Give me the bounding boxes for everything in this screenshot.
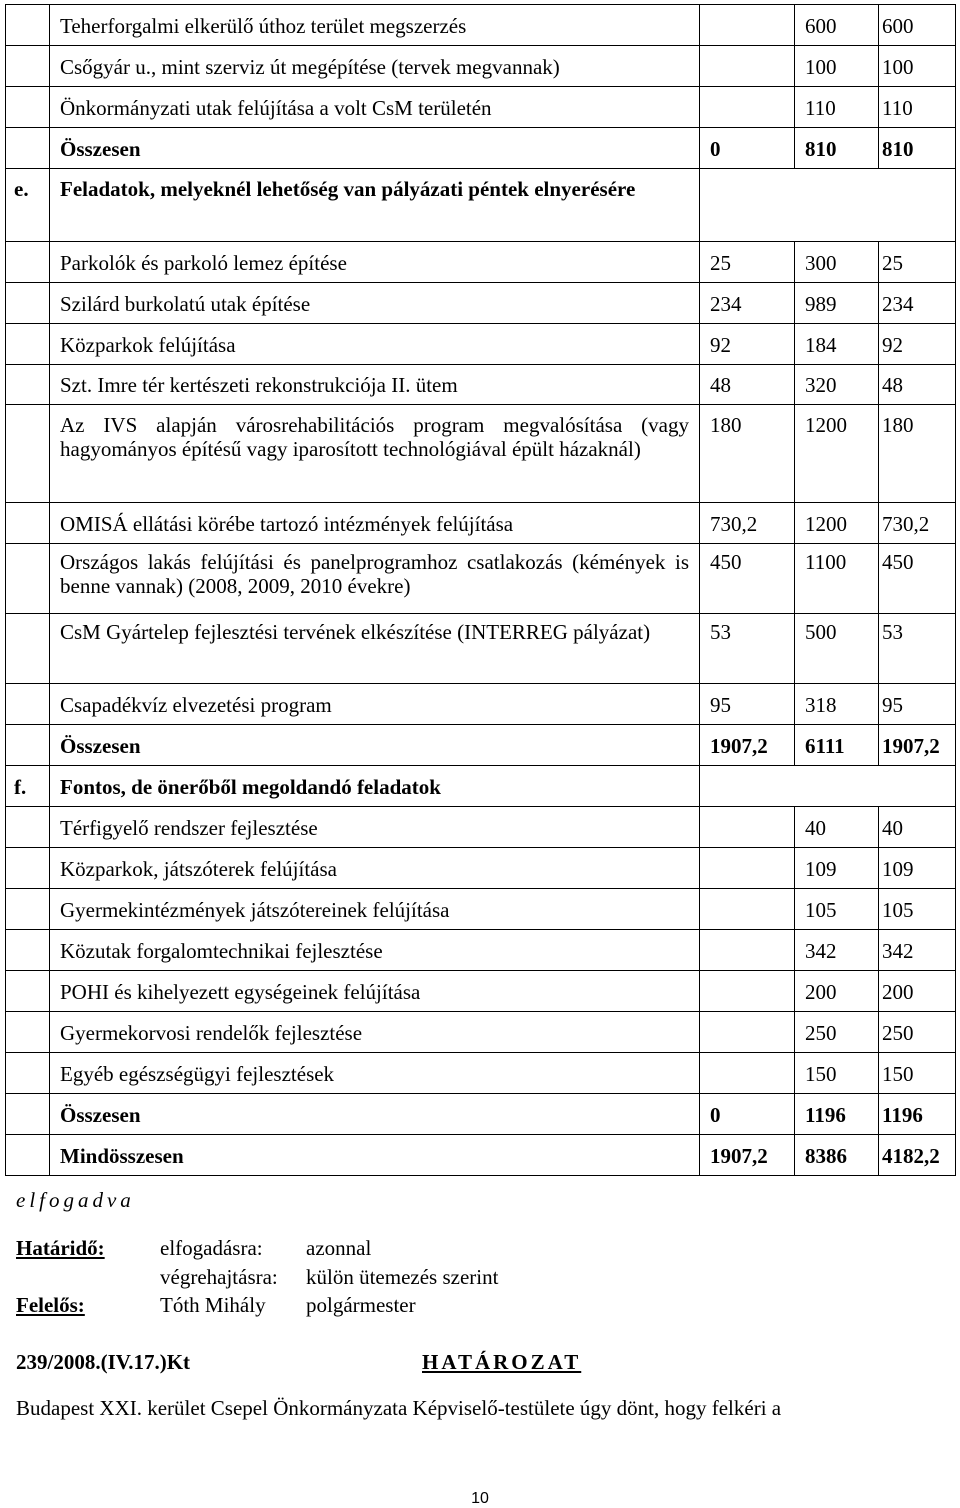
row-letter xyxy=(6,889,50,930)
row-letter xyxy=(6,87,50,128)
row-desc: Parkolók és parkoló lemez építése xyxy=(50,242,700,283)
table-row xyxy=(6,242,956,283)
row-value-1 xyxy=(700,971,795,1012)
grand-total-label: Mindösszesen xyxy=(50,1135,700,1176)
row-letter xyxy=(6,283,50,324)
row-desc: Országos lakás felújítási és panelprogramhoz csatlakozás (kémények is benne vannak) (2008, 2009, 2010 évekre) xyxy=(50,544,700,614)
total-label: Összesen xyxy=(50,128,700,169)
total-label: Összesen xyxy=(50,1094,700,1135)
total-value-3: 1907,2 xyxy=(879,725,956,766)
row-letter xyxy=(6,971,50,1012)
row-desc: Gyermekintézmények játszótereinek felújítása xyxy=(50,889,700,930)
row-letter xyxy=(6,1012,50,1053)
row-value-1: 95 xyxy=(700,684,795,725)
row-value-1: 53 xyxy=(700,614,795,684)
total-row xyxy=(6,128,956,169)
row-value-2: 184 xyxy=(795,324,879,365)
row-value-3: 180 xyxy=(879,405,956,503)
deadline-acceptance-value: azonnal xyxy=(306,1236,372,1260)
page-number: 10 xyxy=(471,1490,489,1507)
row-desc: Csapadékvíz elvezetési program xyxy=(50,684,700,725)
row-letter xyxy=(6,725,50,766)
row-desc: CsM Gyártelep fejlesztési tervének elkészítése (INTERREG pályázat) xyxy=(50,614,700,684)
row-desc: Egyéb egészségügyi fejlesztések xyxy=(50,1053,700,1094)
row-value-1: 730,2 xyxy=(700,503,795,544)
row-value-3: 150 xyxy=(879,1053,956,1094)
resolution-text: Budapest XXI. kerület Csepel Önkormányzata Képviselő-testülete úgy dönt, hogy felkéri a xyxy=(16,1396,782,1420)
table-row xyxy=(6,405,956,503)
row-desc: OMISÁ ellátási körébe tartozó intézmények felújítása xyxy=(50,503,700,544)
row-value-2: 320 xyxy=(795,365,879,405)
row-letter xyxy=(6,1135,50,1176)
table-row xyxy=(6,807,956,848)
table-row xyxy=(6,971,956,1012)
total-value-2: 1196 xyxy=(795,1094,879,1135)
total-value-1: 1907,2 xyxy=(700,725,795,766)
row-value-1: 92 xyxy=(700,324,795,365)
total-value-1: 0 xyxy=(700,128,795,169)
row-value-1: 450 xyxy=(700,544,795,614)
row-value-2: 100 xyxy=(795,46,879,87)
row-value-3: 730,2 xyxy=(879,503,956,544)
row-desc: Közutak forgalomtechnikai fejlesztése xyxy=(50,930,700,971)
row-value-1: 234 xyxy=(700,283,795,324)
row-letter xyxy=(6,848,50,889)
table-row xyxy=(6,324,956,365)
section-letter: e. xyxy=(6,169,50,242)
total-row xyxy=(6,1094,956,1135)
responsible-role: polgármester xyxy=(306,1293,416,1317)
table-row xyxy=(6,684,956,725)
row-value-1 xyxy=(700,1012,795,1053)
row-value-2: 1200 xyxy=(795,405,879,503)
resolution-number: 239/2008.(IV.17.)Kt xyxy=(16,1350,191,1374)
row-value-1 xyxy=(700,46,795,87)
row-letter xyxy=(6,930,50,971)
row-value-2: 200 xyxy=(795,971,879,1012)
section-empty-cell xyxy=(700,169,956,242)
row-letter xyxy=(6,1094,50,1135)
row-desc: Szt. Imre tér kertészeti rekonstrukciója II. ütem xyxy=(50,365,700,405)
total-value-2: 6111 xyxy=(795,725,879,766)
row-value-2: 105 xyxy=(795,889,879,930)
section-empty-cell xyxy=(700,766,956,807)
table-row xyxy=(6,930,956,971)
row-value-3: 95 xyxy=(879,684,956,725)
deadline-execution-value: külön ütemezés szerint xyxy=(306,1265,499,1289)
row-letter xyxy=(6,365,50,405)
row-value-1: 48 xyxy=(700,365,795,405)
row-value-1 xyxy=(700,5,795,46)
table-row xyxy=(6,87,956,128)
row-value-3: 105 xyxy=(879,889,956,930)
row-value-3: 25 xyxy=(879,242,956,283)
total-value-2: 810 xyxy=(795,128,879,169)
row-value-2: 150 xyxy=(795,1053,879,1094)
section-header xyxy=(6,766,956,807)
section-header xyxy=(6,169,956,242)
row-value-2: 300 xyxy=(795,242,879,283)
row-value-2: 1200 xyxy=(795,503,879,544)
row-value-2: 109 xyxy=(795,848,879,889)
row-value-2: 600 xyxy=(795,5,879,46)
grand-total-value-3: 4182,2 xyxy=(879,1135,956,1176)
total-row xyxy=(6,725,956,766)
table-row xyxy=(6,848,956,889)
row-letter xyxy=(6,405,50,503)
row-desc: Szilárd burkolatú utak építése xyxy=(50,283,700,324)
total-value-1: 0 xyxy=(700,1094,795,1135)
row-value-1 xyxy=(700,87,795,128)
row-value-1 xyxy=(700,930,795,971)
table-row xyxy=(6,503,956,544)
row-value-1 xyxy=(700,1053,795,1094)
responsible-name: Tóth Mihály xyxy=(160,1293,266,1317)
row-letter xyxy=(6,46,50,87)
row-letter xyxy=(6,324,50,365)
row-value-2: 989 xyxy=(795,283,879,324)
deadline-execution-label: végrehajtásra: xyxy=(160,1265,278,1289)
grand-total-row xyxy=(6,1135,956,1176)
row-value-3: 600 xyxy=(879,5,956,46)
resolution-title: HATÁROZAT xyxy=(422,1350,582,1374)
section-title: Feladatok, melyeknél lehetőség van pályázati péntek elnyerésére xyxy=(50,169,700,242)
table-row xyxy=(6,1012,956,1053)
row-value-1 xyxy=(700,807,795,848)
row-value-1: 25 xyxy=(700,242,795,283)
grand-total-value-1: 1907,2 xyxy=(700,1135,795,1176)
row-value-3: 200 xyxy=(879,971,956,1012)
row-desc: Közparkok felújítása xyxy=(50,324,700,365)
total-label: Összesen xyxy=(50,725,700,766)
row-value-2: 110 xyxy=(795,87,879,128)
row-letter xyxy=(6,242,50,283)
row-value-2: 1100 xyxy=(795,544,879,614)
row-letter xyxy=(6,614,50,684)
row-value-3: 342 xyxy=(879,930,956,971)
table-row xyxy=(6,46,956,87)
row-value-3: 450 xyxy=(879,544,956,614)
row-value-3: 109 xyxy=(879,848,956,889)
row-desc: Teherforgalmi elkerülő úthoz terület megszerzés xyxy=(50,5,700,46)
row-value-2: 40 xyxy=(795,807,879,848)
section-title: Fontos, de önerőből megoldandó feladatok xyxy=(50,766,700,807)
deadline-acceptance-label: elfogadásra: xyxy=(160,1236,263,1260)
row-value-3: 92 xyxy=(879,324,956,365)
table-row xyxy=(6,544,956,614)
row-letter xyxy=(6,1053,50,1094)
row-value-1: 180 xyxy=(700,405,795,503)
row-desc: POHI és kihelyezett egységeinek felújítása xyxy=(50,971,700,1012)
row-desc: Az IVS alapján városrehabilitációs program megvalósítása (vagy hagyományos építésű vagy iparosított technológiával épült házaknál) xyxy=(50,405,700,503)
deadline-label: Határidő: xyxy=(16,1236,105,1260)
row-value-3: 110 xyxy=(879,87,956,128)
row-desc: Önkormányzati utak felújítása a volt CsM területén xyxy=(50,87,700,128)
section-letter: f. xyxy=(6,766,50,807)
row-desc: Csőgyár u., mint szerviz út megépítése (tervek megvannak) xyxy=(50,46,700,87)
table-row xyxy=(6,614,956,684)
budget-table xyxy=(5,4,956,1176)
row-letter xyxy=(6,544,50,614)
row-value-3: 250 xyxy=(879,1012,956,1053)
row-letter xyxy=(6,128,50,169)
row-desc: Térfigyelő rendszer fejlesztése xyxy=(50,807,700,848)
row-value-3: 53 xyxy=(879,614,956,684)
accepted-note: elfogadva xyxy=(16,1188,135,1212)
row-value-3: 234 xyxy=(879,283,956,324)
row-letter xyxy=(6,5,50,46)
grand-total-value-2: 8386 xyxy=(795,1135,879,1176)
table-row xyxy=(6,365,956,405)
table-row xyxy=(6,889,956,930)
row-value-1 xyxy=(700,848,795,889)
row-value-3: 100 xyxy=(879,46,956,87)
row-letter xyxy=(6,684,50,725)
row-desc: Közparkok, játszóterek felújítása xyxy=(50,848,700,889)
row-value-3: 40 xyxy=(879,807,956,848)
row-letter xyxy=(6,807,50,848)
row-value-3: 48 xyxy=(879,365,956,405)
total-value-3: 810 xyxy=(879,128,956,169)
row-letter xyxy=(6,503,50,544)
responsible-label: Felelős: xyxy=(16,1293,85,1317)
total-value-3: 1196 xyxy=(879,1094,956,1135)
row-desc: Gyermekorvosi rendelők fejlesztése xyxy=(50,1012,700,1053)
row-value-2: 500 xyxy=(795,614,879,684)
row-value-2: 318 xyxy=(795,684,879,725)
row-value-2: 342 xyxy=(795,930,879,971)
table-row xyxy=(6,283,956,324)
row-value-1 xyxy=(700,889,795,930)
table-row xyxy=(6,1053,956,1094)
table-row xyxy=(6,5,956,46)
row-value-2: 250 xyxy=(795,1012,879,1053)
